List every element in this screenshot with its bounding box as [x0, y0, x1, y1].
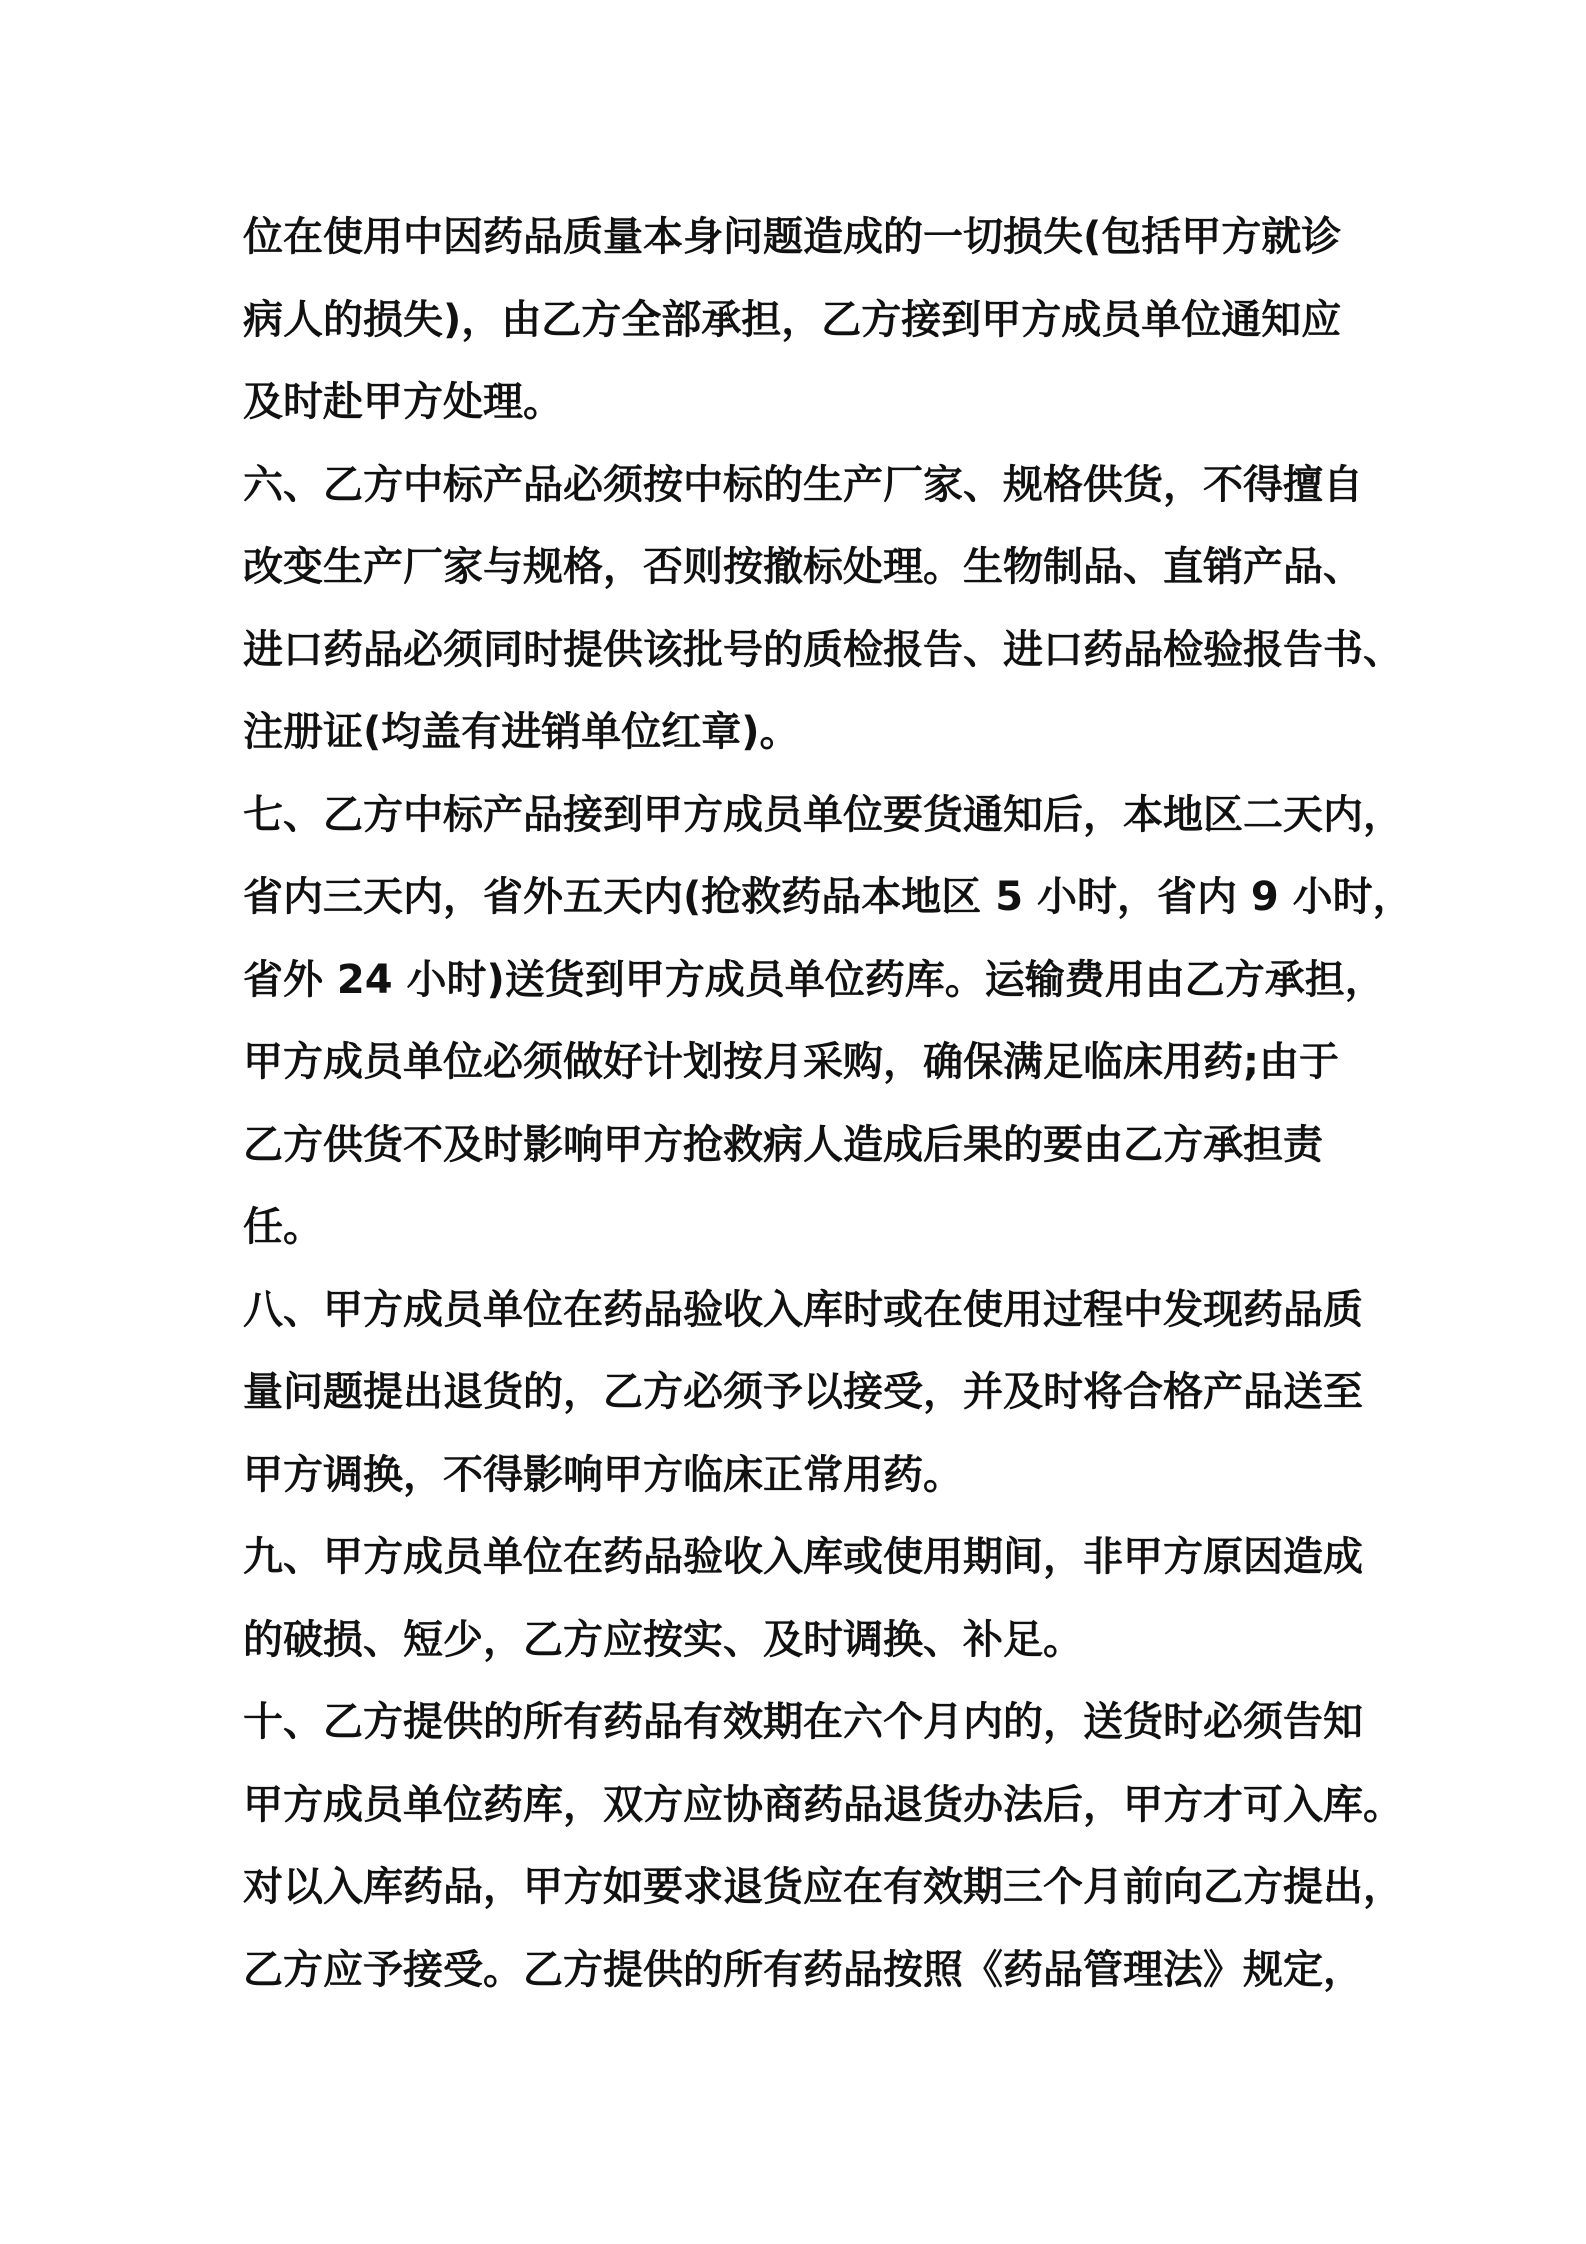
text-line: 的破损、短少，乙方应按实、及时调换、补足。: [243, 1616, 1083, 1663]
text-line: 六、乙方中标产品必须按中标的生产厂家、规格供货，不得擅自: [243, 461, 1363, 508]
text-line: 对以入库药品，甲方如要求退货应在有效期三个月前向乙方提出，: [243, 1864, 1403, 1910]
text-line: 甲方成员单位必须做好计划按月采购，确保满足临床用药;由于: [243, 1039, 1339, 1085]
text-line: 甲方调换，不得影响甲方临床正常用药。: [243, 1451, 963, 1498]
text-line: 注册证(均盖有进销单位红章)。: [243, 709, 800, 755]
text-line: 病人的损失)，由乙方全部承担，乙方接到甲方成员单位通知应: [243, 296, 1342, 343]
text-line: 量问题提出退货的，乙方必须予以接受，并及时将合格产品送至: [243, 1369, 1363, 1415]
text-line: 任。: [243, 1204, 323, 1250]
text-line: 甲方成员单位药库，双方应协商药品退货办法后，甲方才可入库。: [243, 1781, 1403, 1828]
text-line: 位在使用中因药品质量本身问题造成的一切损失(包括甲方就诊: [243, 214, 1342, 260]
text-line: 进口药品必须同时提供该批号的质检报告、进口药品检验报告书、: [243, 626, 1403, 673]
text-line: 十、乙方提供的所有药品有效期在六个月内的，送货时必须告知: [243, 1699, 1363, 1745]
text-line: 七、乙方中标产品接到甲方成员单位要货通知后，本地区二天内，: [243, 791, 1403, 838]
document-body: [243, 196, 1413, 2011]
text-line: 省内三天内，省外五天内(抢救药品本地区 5 小时，省内 9 小时，: [243, 874, 1413, 920]
text-line: 九、甲方成员单位在药品验收入库或使用期间，非甲方原因造成: [243, 1534, 1363, 1580]
text-line: 改变生产厂家与规格，否则按撤标处理。生物制品、直销产品、: [243, 544, 1363, 590]
text-line: 及时赴甲方处理。: [243, 379, 563, 425]
text-line: 乙方供货不及时影响甲方抢救病人造成后果的要由乙方承担责: [243, 1121, 1323, 1168]
text-line: 省外 24 小时)送货到甲方成员单位药库。运输费用由乙方承担，: [243, 956, 1385, 1003]
text-line: 乙方应予接受。乙方提供的所有药品按照《药品管理法》规定，: [243, 1946, 1363, 1993]
text-line: 八、甲方成员单位在药品验收入库时或在使用过程中发现药品质: [243, 1286, 1363, 1333]
